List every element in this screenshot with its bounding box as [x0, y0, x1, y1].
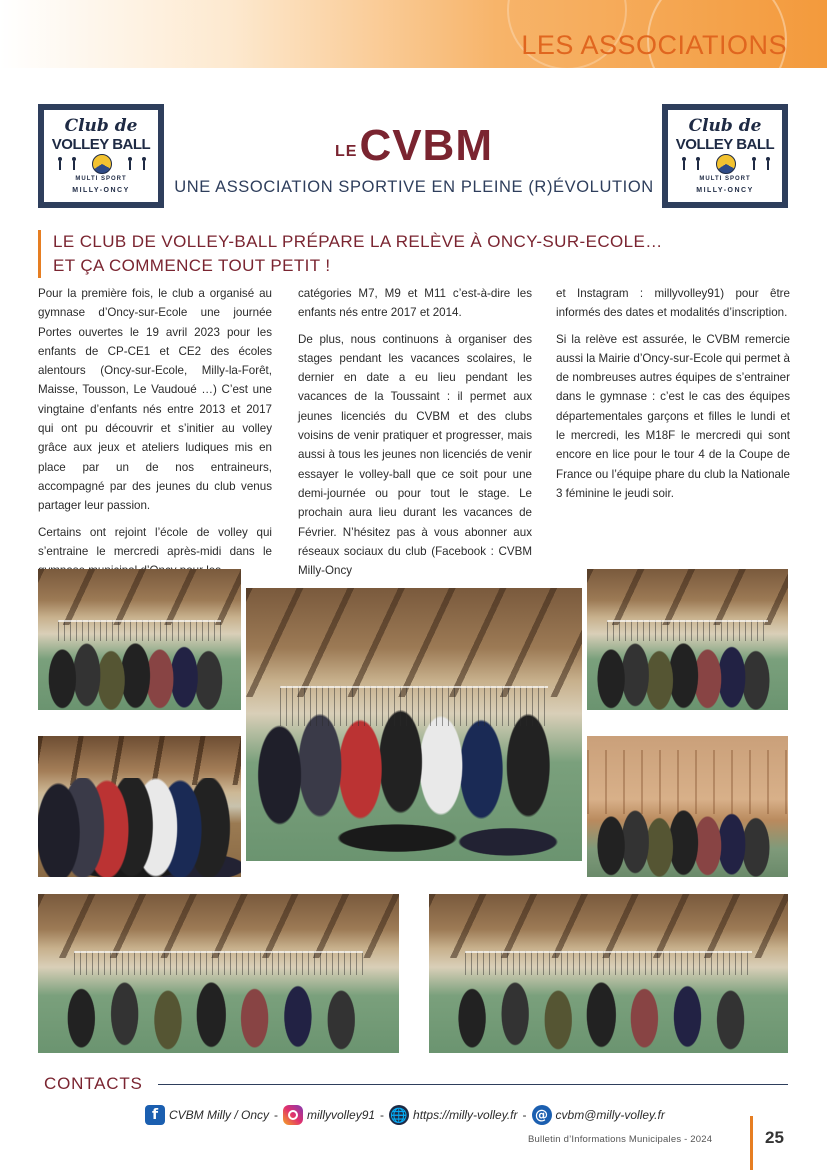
photo-kids-balls [587, 736, 788, 877]
title-prefix: LE [334, 143, 358, 160]
headline-line-1: LE CLUB DE VOLLEY-BALL PRÉPARE LA RELÈVE À ONCY-SUR-ECOLE… [53, 232, 663, 251]
contact-separator: - [522, 1108, 527, 1122]
logo-club-text: Club de [688, 116, 762, 136]
photo-team-group [246, 588, 582, 861]
club-logo-right [662, 104, 788, 208]
facebook-icon: f [145, 1105, 165, 1125]
paragraph: et Instagram : millyvolley91) pour être informés des dates et modalités d’inscription. [556, 287, 790, 320]
email-link[interactable]: cvbm@milly-volley.fr [555, 1108, 665, 1122]
text-column-3 [556, 284, 790, 510]
paragraph: Pour la première fois, le club a organisé au gymnase d’Oncy-sur-Ecole une journée Portes ouvertes le 19 avril 2023 pour les enfants de CP-CE1 et CE2 des écoles alentours (Oncy-sur-Ecole, Milly-la-Forêt, Maisse, Tousson, Le Vaudoué …) C’est une vingtaine d’enfants nés entre 2013 et 2017 qui ont pu découvrir et s’initier au volley grâce aux jeux et ateliers ludiques mis en place par un de nos entraineurs, accompagné par des jeunes du club venus partager leur passion. [38, 287, 272, 513]
text-column-2 [298, 284, 532, 587]
title-main [170, 121, 658, 174]
contact-separator: - [274, 1108, 279, 1122]
paragraph: Si la relève est assurée, le CVBM remercie aussi la Mairie d’Oncy-sur-Ecole qui permet à de nombreuses autres équipes de s’entrainer dans le gymnase : c’est le cas des équipes départementales garçons et filles le lundi et le mercredi, les M18F le mercredi qui sont encore en lice pour le tour 4 de la Coupe de France ou l’équipe phare du club la Nationale 3 féminine le jeudi soir. [556, 332, 790, 500]
contacts-title: CONTACTS [44, 1074, 143, 1093]
text-column-1 [38, 284, 272, 587]
section-title: LES ASSOCIATIONS [521, 30, 787, 60]
email-icon: @ [532, 1105, 552, 1125]
article-headline [38, 230, 798, 278]
page-number: 25 [765, 1128, 784, 1147]
logo-name-text: VOLLEY BALL [51, 136, 151, 153]
title-subtitle: UNE ASSOCIATION SPORTIVE EN PLEINE (R)ÉVOLUTION [174, 178, 654, 196]
photo-kids-training [38, 569, 241, 710]
logo-multi-text: MULTI SPORT [699, 176, 751, 182]
logo-city-text: MILLY-ONCY [696, 187, 754, 194]
photo-youth-group [587, 569, 788, 710]
logo-multi-text: MULTI SPORT [75, 176, 127, 182]
photo-gym-match [38, 894, 399, 1053]
volleyball-icon [716, 154, 736, 174]
paragraph: Certains ont rejoint l’école de volley qui s’entraine le mercredi après-midi dans le [38, 525, 272, 558]
contact-separator: - [380, 1108, 385, 1122]
paragraph: De plus, nous continuons à organiser des stages pendant les vacances scolaires, le dernier en date a eu lieu pendant les vacances de la Toussaint : il permet aux jeunes licenciés du CVBM et des clubs voisins de venir pratiquer et progresser, mais aussi à tous les jeunes non licenciés de venir essayer le volley-ball que ce soit pour une demi-journée ou pour tout le stage. Le prochain aura lieu durant les vacances de Février. N’hésitez pas à vous abonner aux réseaux sociaux du club (Facebook : CVBM Milly-Oncy [298, 332, 532, 578]
facebook-link[interactable]: CVBM Milly / Oncy [169, 1108, 270, 1122]
photo-net-practice [429, 894, 788, 1053]
globe-icon: 🌐 [389, 1105, 409, 1125]
title-cvbm: CVBM [359, 121, 493, 170]
logo-club-text: Club de [64, 116, 138, 136]
instagram-icon [283, 1105, 303, 1125]
instagram-link[interactable]: millyvolley91 [307, 1108, 376, 1122]
logo-name-text: VOLLEY BALL [675, 136, 775, 153]
website-link[interactable]: https://milly-volley.fr [413, 1108, 518, 1122]
footer-bulletin: Bulletin d’Informations Municipales - 2024 [528, 1134, 713, 1145]
club-logo-left [38, 104, 164, 208]
contacts-divider [158, 1084, 788, 1085]
footer-divider [750, 1116, 753, 1170]
photo-children-hall [38, 736, 241, 877]
volleyball-icon [92, 154, 112, 174]
headline-line-2: ET ÇA COMMENCE TOUT PETIT ! [53, 256, 331, 275]
contacts-row [145, 1104, 665, 1126]
article-title [170, 121, 658, 197]
paragraph: catégories M7, M9 et M11 c’est-à-dire les enfants nés entre 2017 et 2014. [298, 287, 532, 320]
logo-city-text: MILLY-ONCY [72, 187, 130, 194]
